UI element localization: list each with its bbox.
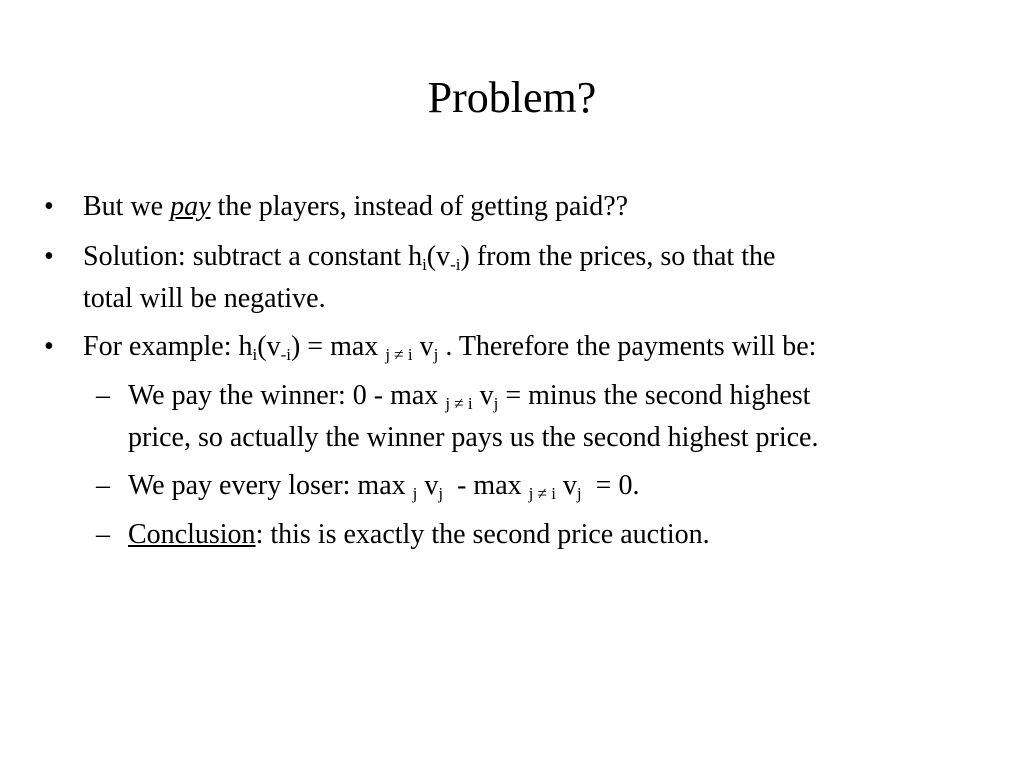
text-run: the players, instead of getting paid??	[210, 191, 629, 222]
text-run: = 0.	[581, 470, 640, 501]
bullet-marker: •	[44, 241, 54, 272]
sub-bullet-conclusion	[96, 514, 996, 556]
sub-bullet-text	[128, 514, 996, 556]
subscript: j	[493, 394, 499, 413]
bullet-item-example	[44, 326, 1004, 368]
subscript: i	[422, 255, 427, 274]
sub-bullet-text	[128, 465, 996, 507]
bullet-item-solution	[44, 236, 1004, 320]
subscript: -i	[450, 255, 461, 274]
subscript: j	[412, 484, 418, 503]
text-run: = minus the second highest	[498, 380, 811, 411]
sub-bullet-loser	[96, 465, 996, 507]
subscript: i	[252, 345, 258, 364]
bullet-marker: •	[44, 191, 54, 222]
dash-marker: –	[96, 470, 110, 501]
text-run: (v	[426, 241, 451, 272]
text-run: : this is exactly the second price auction.	[255, 519, 710, 550]
bullet-marker: •	[44, 331, 54, 362]
text-run: ) = max	[290, 331, 386, 362]
text-run: . Therefore the payments will be:	[438, 331, 817, 362]
emphasis-pay: pay	[170, 191, 211, 222]
text-run: price, so actually the winner pays us the second highest price.	[128, 422, 819, 453]
text-run: ) from the prices, so that the	[460, 241, 776, 272]
subscript: j	[433, 345, 439, 364]
text-run: Solution: subtract a constant h	[83, 241, 423, 272]
text-run: We pay the winner: 0 - max	[128, 380, 446, 411]
slide-title: Problem?	[427, 73, 597, 122]
text-run: total will be negative.	[83, 283, 326, 314]
text-run: - max	[443, 470, 529, 501]
bullet-item-pay-players	[44, 186, 1004, 228]
subscript: j	[576, 484, 582, 503]
dash-marker: –	[96, 519, 110, 550]
text-run: v	[417, 470, 439, 501]
text-run: We pay every loser: max	[128, 470, 413, 501]
subscript: j ≠ i	[385, 345, 413, 364]
sub-bullet-text	[128, 375, 996, 459]
subscript: j	[438, 484, 444, 503]
text-run: v	[472, 380, 494, 411]
subscript: j ≠ i	[528, 484, 556, 503]
text-run: (v	[257, 331, 281, 362]
conclusion-label: Conclusion	[128, 519, 256, 550]
text-run: But we	[83, 191, 171, 222]
bullet-text	[83, 236, 1004, 320]
subscript: -i	[280, 345, 291, 364]
subscript: j ≠ i	[445, 394, 473, 413]
text-run: v	[412, 331, 434, 362]
text-run: For example: h	[83, 331, 253, 362]
bullet-text	[83, 326, 1004, 368]
text-run: v	[555, 470, 577, 501]
bullet-text	[83, 186, 1004, 228]
sub-bullet-winner	[96, 375, 996, 459]
dash-marker: –	[96, 380, 110, 411]
